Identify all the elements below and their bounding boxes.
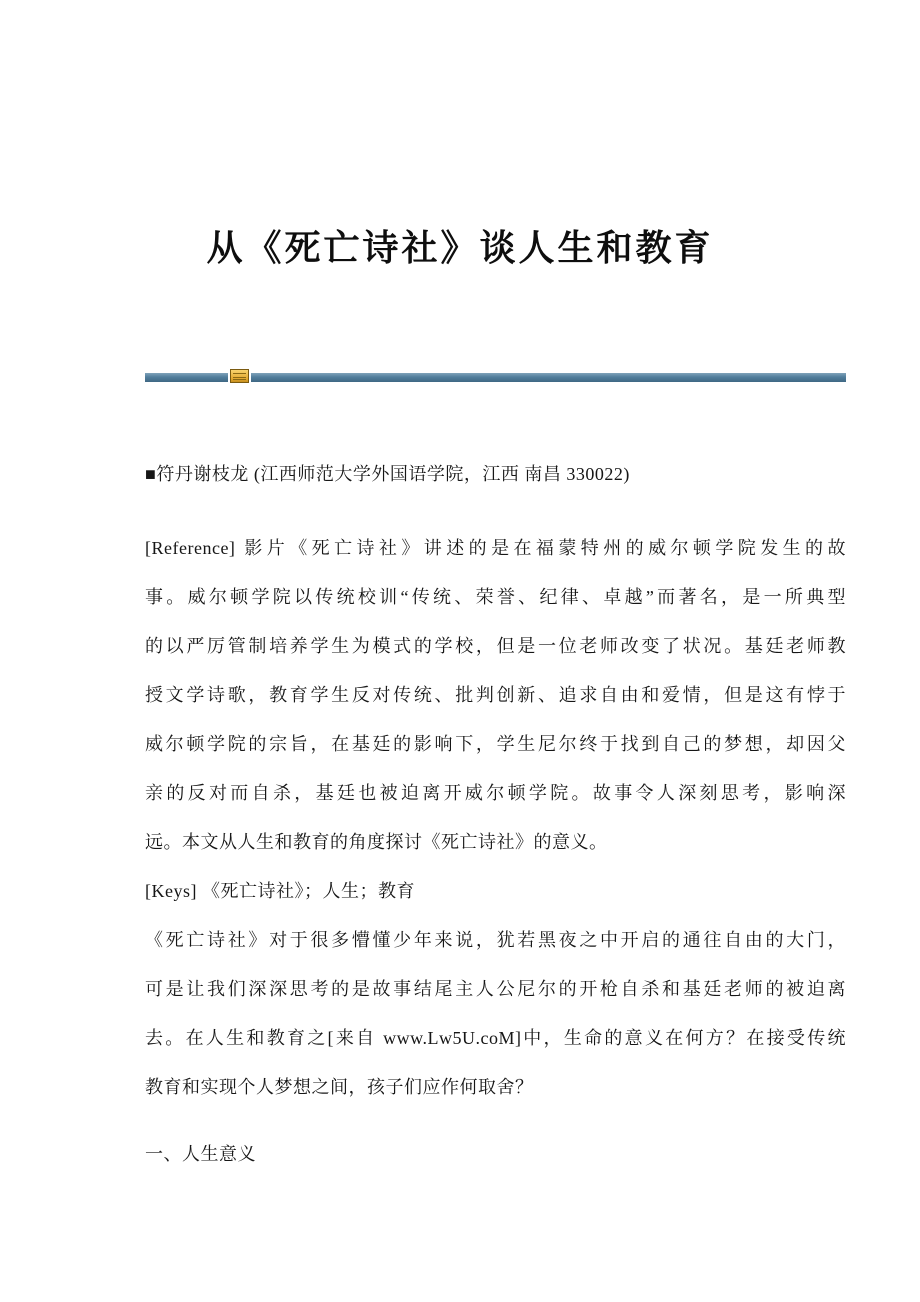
abstract-line: 授文学诗歌，教育学生反对传统、批判创新、追求自由和爱情，但是这有悖于 xyxy=(145,685,846,705)
keywords-line: [Keys] 《死亡诗社》；人生；教育 xyxy=(145,881,415,901)
divider-bar xyxy=(145,373,846,382)
abstract-line: 事。威尔顿学院以传统校训“传统、荣誉、纪律、卓越”而著名，是一所典型 xyxy=(145,587,846,607)
abstract-line: 威尔顿学院的宗旨，在基廷的影响下，学生尼尔终于找到自己的梦想，却因父 xyxy=(145,734,846,754)
body-line: 去。在人生和教育之[来自 www.Lw5U.coM]中，生命的意义在何方？在接受传统 xyxy=(145,1028,846,1048)
page-title: 从《死亡诗社》谈人生和教育 xyxy=(206,228,714,268)
title-divider xyxy=(145,369,846,385)
body-line: 教育和实现个人梦想之间，孩子们应作何取舍？ xyxy=(145,1077,534,1097)
abstract-line: 的以严厉管制培养学生为模式的学校，但是一位老师改变了状况。基廷老师教 xyxy=(145,636,846,656)
author-affiliation-line: ■符丹谢枝龙 (江西师范大学外国语学院，江西 南昌 330022) xyxy=(145,464,630,484)
abstract-paragraph xyxy=(145,524,846,867)
abstract-line: 远。本文从人生和教育的角度探讨《死亡诗社》的意义。 xyxy=(145,832,608,852)
body-line: 《死亡诗社》对于很多懵懂少年来说，犹若黑夜之中开启的通往自由的大门， xyxy=(145,930,846,950)
document-body xyxy=(145,450,846,1179)
abstract-line: 亲的反对而自杀，基廷也被迫离开威尔顿学院。故事令人深刻思考，影响深 xyxy=(145,783,846,803)
envelope-ornament-icon xyxy=(230,369,249,383)
body-line: 可是让我们深深思考的是故事结尾主人公尼尔的开枪自杀和基廷老师的被迫离 xyxy=(145,979,846,999)
body-paragraph xyxy=(145,916,846,1112)
section-heading: 一、人生意义 xyxy=(145,1144,256,1164)
abstract-line: [Reference] 影片《死亡诗社》讲述的是在福蒙特州的威尔顿学院发生的故 xyxy=(145,538,846,558)
